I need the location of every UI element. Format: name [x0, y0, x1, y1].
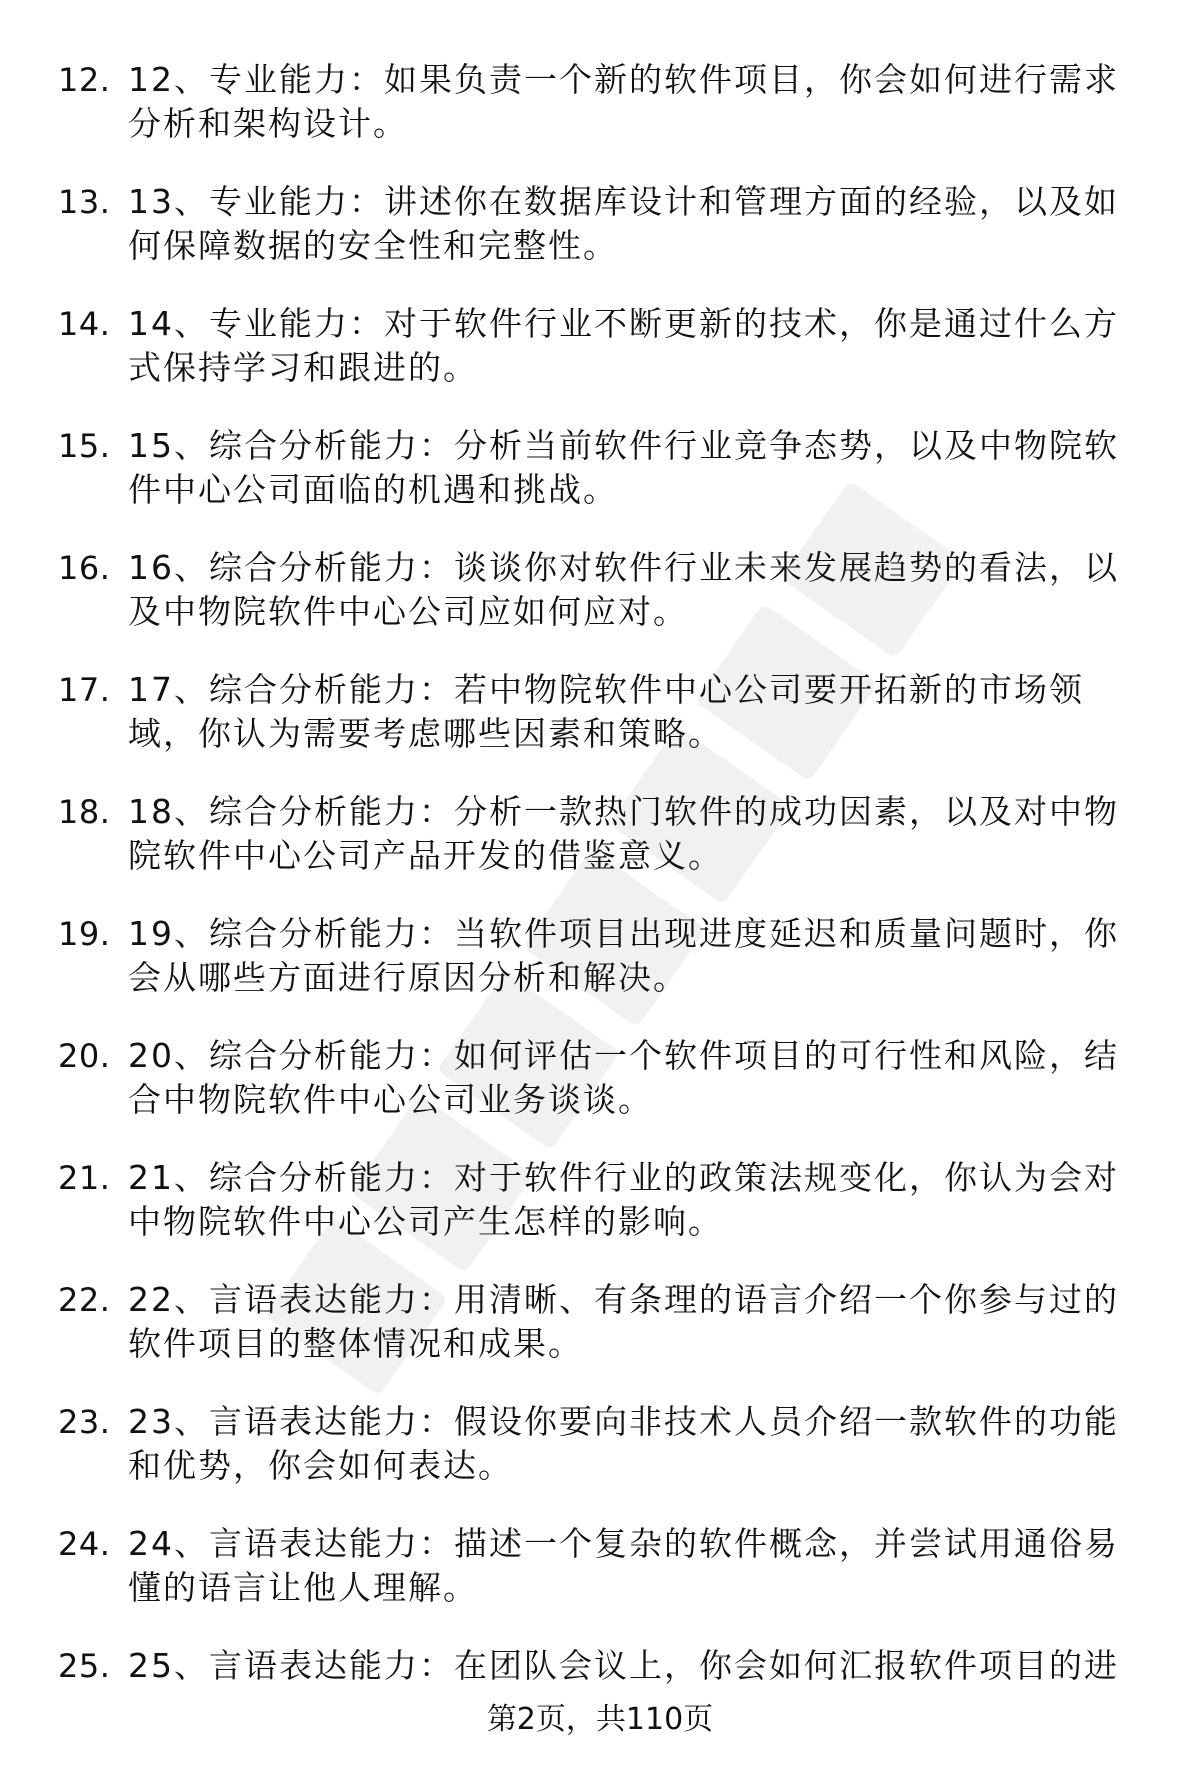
item-text: 15、综合分析能力：分析当前软件行业竞争态势，以及中物院软件中心公司面临的机遇和挑战。: [128, 426, 1119, 509]
item-text: 18、综合分析能力：分析一款热门软件的成功因素，以及对中物院软件中心公司产品开发的借鉴意义。: [128, 792, 1119, 875]
item-text: 19、综合分析能力：当软件项目出现进度延迟和质量问题时，你会从哪些方面进行原因分析和解决。: [128, 914, 1119, 997]
list-item: [0, 302, 1200, 424]
item-number: 21.: [58, 1159, 111, 1197]
item-text: 17、综合分析能力：若中物院软件中心公司要开拓新的市场领域，你认为需要考虑哪些因素和策略。: [128, 670, 1084, 753]
page-footer: 第2页，共110页: [486, 1702, 714, 1737]
item-number: 18.: [58, 793, 111, 831]
item-text: 13、专业能力：讲述你在数据库设计和管理方面的经验，以及如何保障数据的安全性和完整性。: [128, 182, 1119, 265]
item-number: 20.: [58, 1037, 111, 1075]
list-item: [0, 1034, 1200, 1156]
item-text: 20、综合分析能力：如何评估一个软件项目的可行性和风险，结合中物院软件中心公司业务谈谈。: [128, 1036, 1119, 1119]
item-number: 12.: [58, 61, 111, 99]
list-item: [0, 58, 1200, 180]
item-text: 25、言语表达能力：在团队会议上，你会如何汇报软件项目的进: [128, 1646, 1119, 1685]
item-number: 24.: [58, 1525, 111, 1563]
list-item: [0, 1522, 1200, 1644]
item-number: 16.: [58, 549, 111, 587]
list-item: [0, 424, 1200, 546]
item-number: 15.: [58, 427, 111, 465]
list-item: [0, 546, 1200, 668]
list-item: [0, 1278, 1200, 1400]
item-number: 17.: [58, 671, 111, 709]
item-number: 22.: [58, 1281, 111, 1319]
item-number: 13.: [58, 183, 111, 221]
list-item: [0, 668, 1200, 790]
list-item: [0, 1400, 1200, 1522]
item-text: 16、综合分析能力：谈谈你对软件行业未来发展趋势的看法，以及中物院软件中心公司应如何应对。: [128, 548, 1119, 631]
item-text: 21、综合分析能力：对于软件行业的政策法规变化，你认为会对中物院软件中心公司产生怎样的影响。: [128, 1158, 1119, 1241]
item-text: 12、专业能力：如果负责一个新的软件项目，你会如何进行需求分析和架构设计。: [128, 60, 1119, 143]
list-item: [0, 912, 1200, 1034]
question-list: [0, 58, 1200, 1766]
item-text: 22、言语表达能力：用清晰、有条理的语言介绍一个你参与过的软件项目的整体情况和成果。: [128, 1280, 1119, 1363]
list-item: [0, 1156, 1200, 1278]
item-text: 14、专业能力：对于软件行业不断更新的技术，你是通过什么方式保持学习和跟进的。: [128, 304, 1119, 387]
list-item: [0, 790, 1200, 912]
item-text: 23、言语表达能力：假设你要向非技术人员介绍一款软件的功能和优势，你会如何表达。: [128, 1402, 1119, 1485]
item-number: 19.: [58, 915, 111, 953]
item-number: 23.: [58, 1403, 111, 1441]
list-item: [0, 180, 1200, 302]
item-number: 14.: [58, 305, 111, 343]
item-number: 25.: [58, 1647, 111, 1685]
item-text: 24、言语表达能力：描述一个复杂的软件概念，并尝试用通俗易懂的语言让他人理解。: [128, 1524, 1119, 1607]
